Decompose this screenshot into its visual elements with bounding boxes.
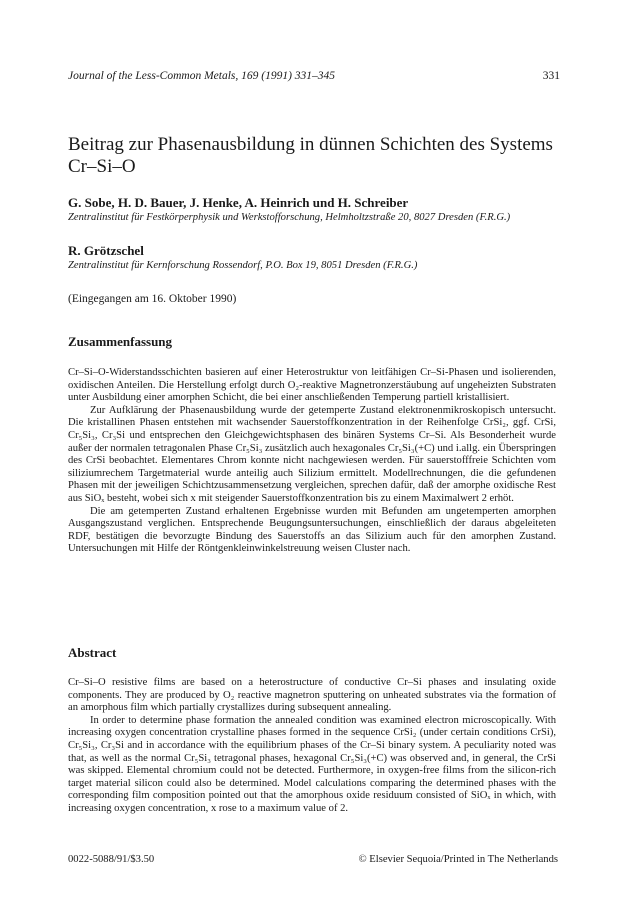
publisher-notice: © Elsevier Sequoia/Printed in The Netherlands <box>358 854 558 865</box>
abstract-paragraph: In order to determine phase formation the annealed condition was examined electron microscopically. With increasing oxygen concentration crystalline phases formed in the sequence CrSi₂ (under certain conditions CrSi), Cr₅Si₃, Cr₃Si and in accordance with the equilibrium phases of the Cr–Si binary system. A peculiarity noted was that, as well as the normal Cr₅Si₃ tetragonal phases, hexagonal Cr₅Si₃(+C) was observed and, in general, the CrSi was skipped. Elemental chromium could not be detected. Furthermore, in oxygen-free films from the silicon-rich target material silicon could also be determined. Model calculations comparing the determined phases with the corresponding film composition pointed out that the amorphous oxide residuum consisted of SiOₓ in which, with increasing oxygen concentration, x rose to a maximum value of 2. <box>68 714 556 814</box>
issn-price: 0022-5088/91/$3.50 <box>68 854 155 865</box>
author-list-2: R. Grötzschel <box>68 243 144 258</box>
page-number: 331 <box>542 70 560 82</box>
abstract-paragraph: Cr–Si–O resistive films are based on a heterostructure of conductive Cr–Si phases and insulating oxide components. They are produced by O₂ reactive magnetron sputtering on unheated substrates via the formation of an amorphous film which partially crystallizes during subsequent annealing. <box>68 677 556 714</box>
running-header <box>68 70 560 82</box>
received-date: (Eingegangen am 16. Oktober 1990) <box>68 293 237 305</box>
zusammenfassung-body <box>68 367 556 556</box>
affiliation-1: Zentralinstitut für Festkörperphysik und Werkstofforschung, Helmholtzstraße 20, 8027 Dresden (F.R.G.) <box>68 212 511 223</box>
author-list-1: G. Sobe, H. D. Bauer, J. Henke, A. Heinrich und H. Schreiber <box>68 195 409 210</box>
abstract-heading: Abstract <box>68 645 117 660</box>
abstract-body <box>68 677 556 816</box>
zusammenfassung-paragraph: Die am getemperten Zustand erhaltenen Ergebnisse wurden mit Befunden am ungetemperten amorphen Ausgangszustand verglichen. Entsprechende Beugungsuntersuchungen, einschließlich der daraus abgeleiteten RDF, bestätigen die bevorzugte Bindung des Sauerstoffs an das Silizium auch für den amorphen Zustand. Untersuchungen mit Hilfe der Röntgenkleinwinkelstreuung weisen Cluster nach. <box>68 505 556 555</box>
zusammenfassung-paragraph: Zur Aufklärung der Phasenausbildung wurde der getemperte Zustand elektronenmikroskopisch untersucht. Die kristallinen Phasen entstehen mit wachsender Sauerstoffkonzentration in der Reihenfolge CrSi₂, ggf. CrSi, Cr₅Si₃, Cr₃Si und entsprechen den Gleichgewichtsphasen des binären Systems Cr–Si. Als Besonderheit wurde außer der normalen tetragonalen Phase Cr₅Si₃ zusätzlich auch hexagonales Cr₅Si₃(+C) und i.allg. ein Überspringen des CrSi beobachtet. Elementares Chrom konnte nicht nachgewiesen werden. Für sauerstofffreie Schichten vom siliziumrechem Targetmaterial wurde anteilig auch Silizium ermittelt. Modellrechnungen, die die gefundenen Phasen mit der jeweiligen Schichtzusammensetzung vergleichen, sprechen dafür, daß der amorphe oxidische Rest aus SiOₓ besteht, wobei sich x mit steigender Sauerstoffkonzentration bis zu einem Maximalwert 2 erhöt. <box>68 404 556 504</box>
affiliation-2: Zentralinstitut für Kernforschung Rossendorf, P.O. Box 19, 8051 Dresden (F.R.G.) <box>68 260 418 271</box>
zusammenfassung-heading: Zusammenfassung <box>68 334 173 349</box>
article-title: Beitrag zur Phasenausbildung in dünnen Schichten des Systems Cr–Si–O <box>68 134 553 177</box>
zusammenfassung-paragraph: Cr–Si–O-Widerstandsschichten basieren auf einer Heterostruktur von leitfähigen Cr–Si-Phasen und isolierenden, oxidischen Anteilen. Die Herstellung erfolgt durch O₂-reaktive Magnetronzerstäubung auf ungeheizten Substraten unter Ausbildung einer amorphen Schicht, die bei einer anschließenden Temperung partiell kristallisiert. <box>68 367 556 404</box>
journal-citation: Journal of the Less-Common Metals, 169 (1991) 331–345 <box>68 70 336 82</box>
